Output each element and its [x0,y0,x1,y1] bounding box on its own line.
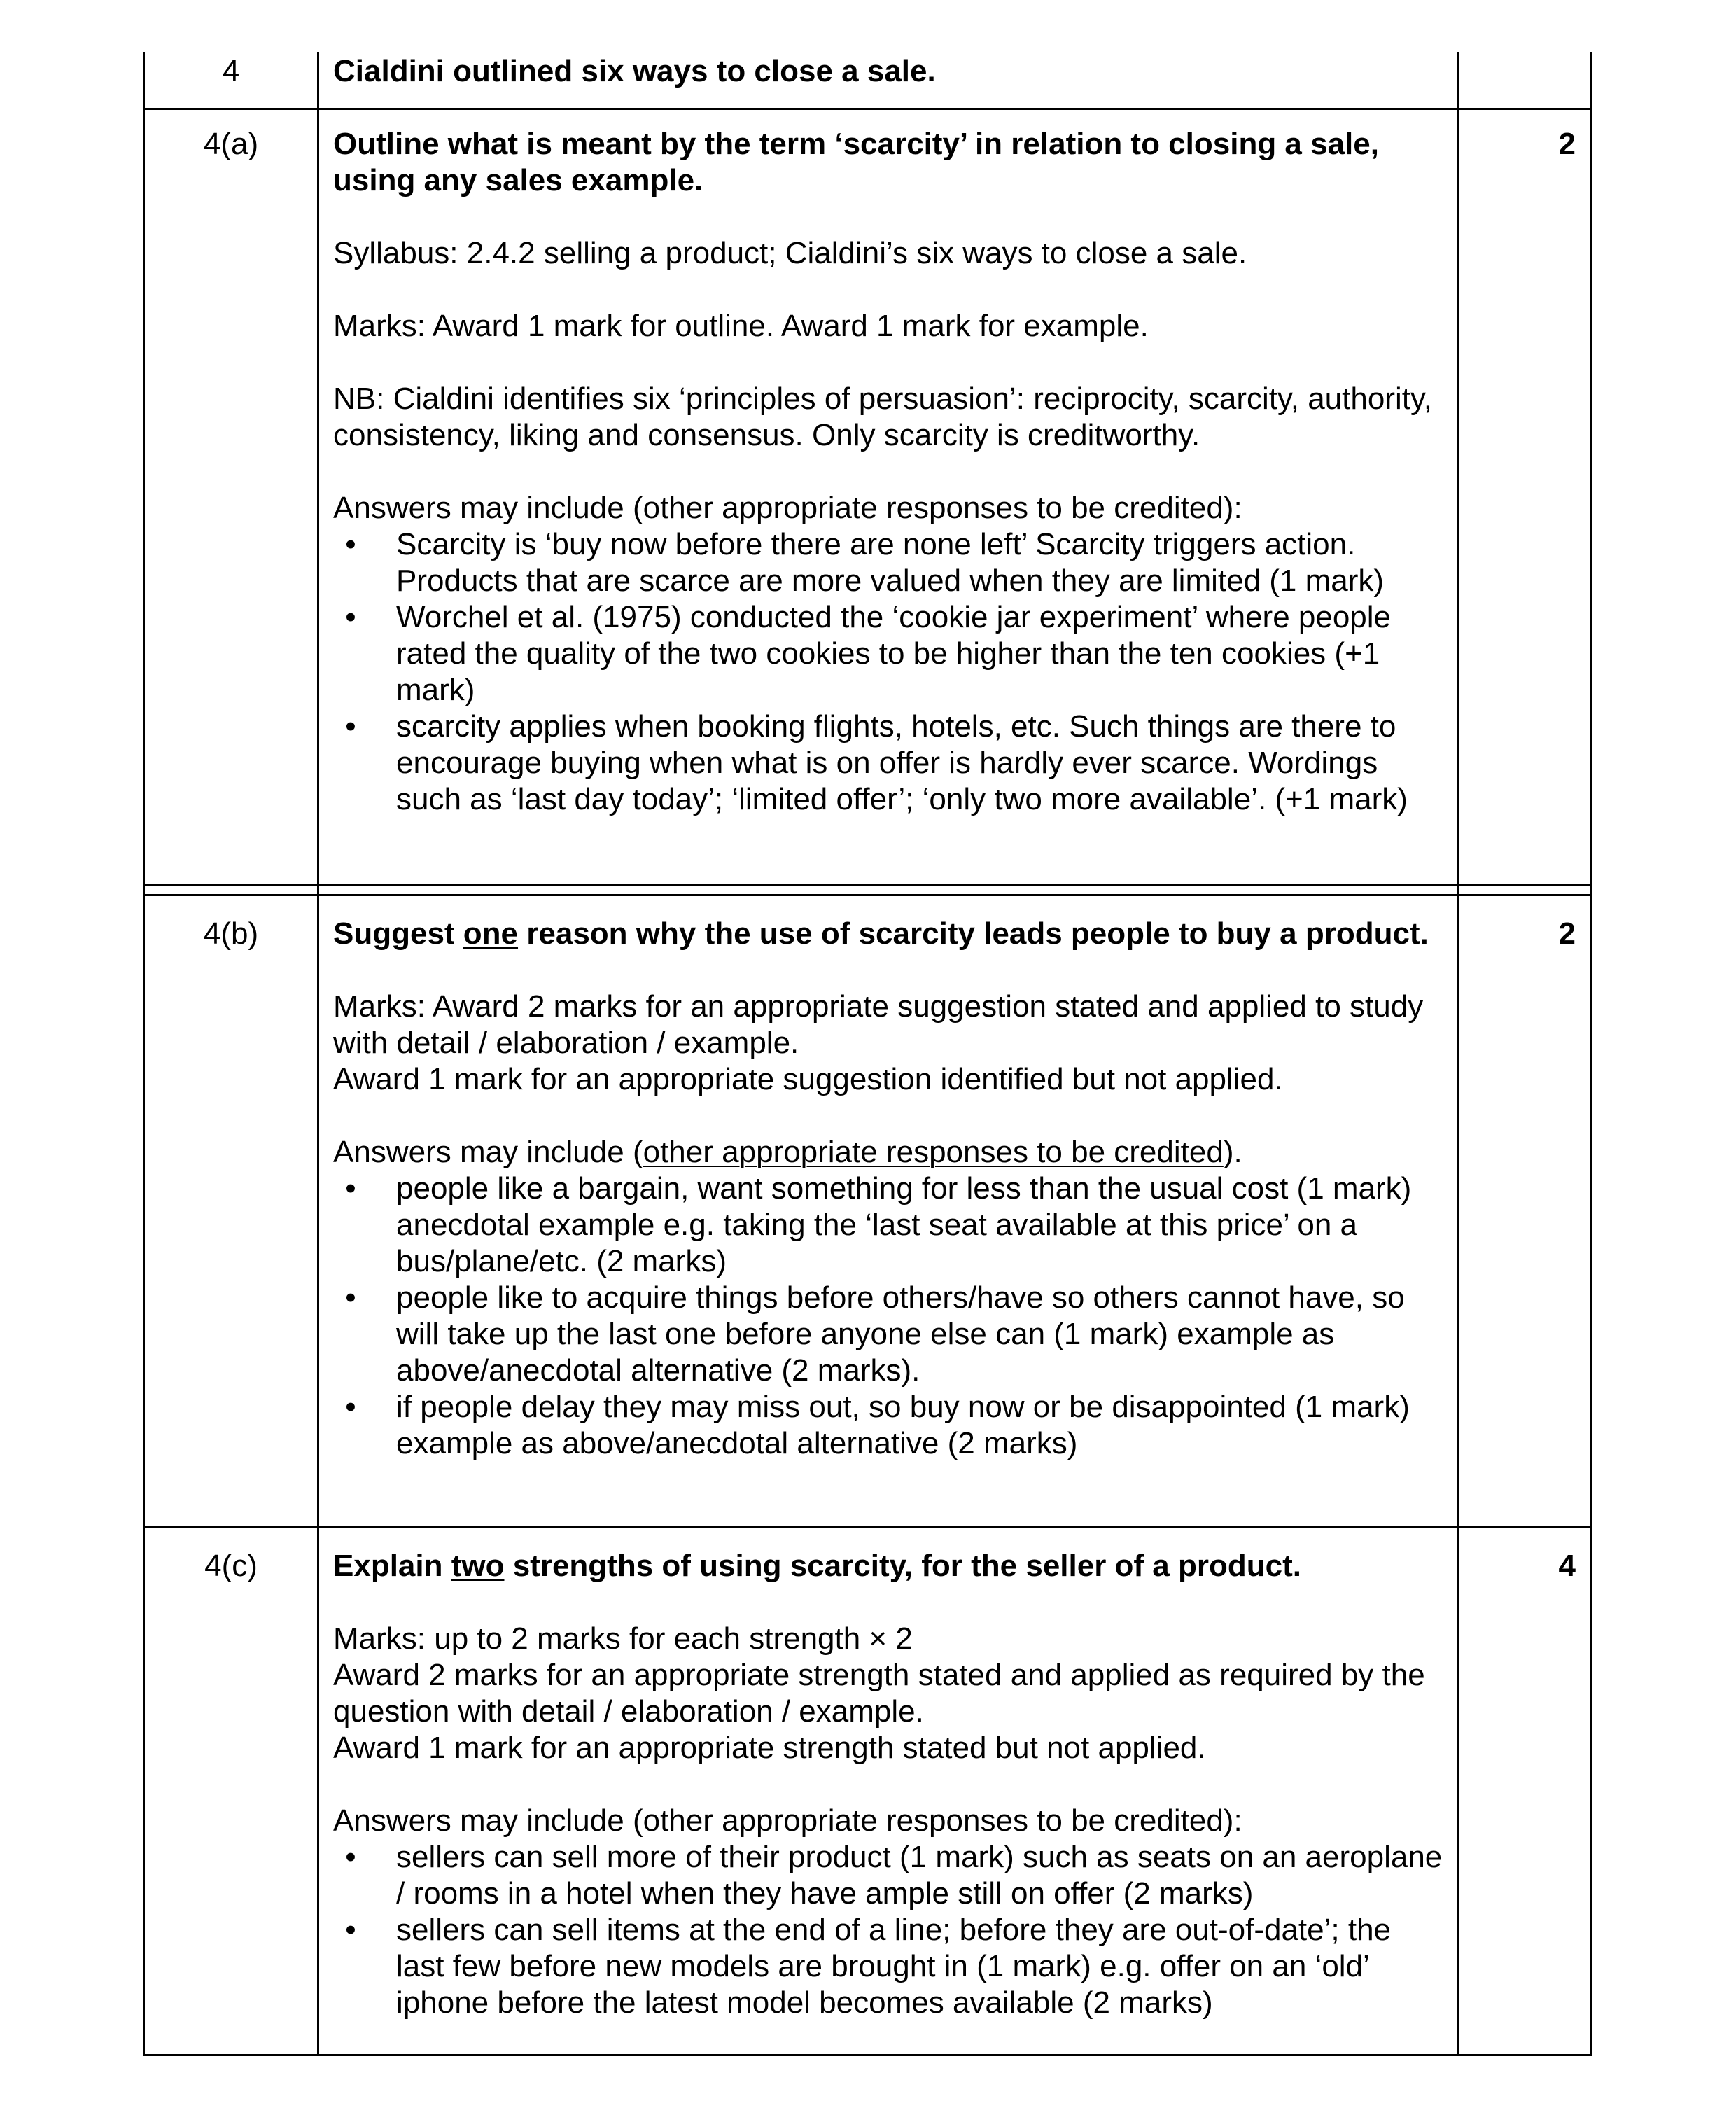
question-4b-content [333,916,1446,1462]
answer-item: • Scarcity is ‘buy now before there are none left’ Scarcity triggers action. Products that are scarce are more valued when they are limited (1 mark) [333,526,1446,599]
row-divider-4b-4c [143,1526,1592,1528]
question-text: Outline what is meant by the term ‘scarcity’ in relation to closing a sale, using any sales example. [333,127,1379,197]
bullet-icon: • [345,1840,356,1874]
question-stem: Cialdini outlined six ways to close a sale. [333,54,936,88]
bullet-icon: • [345,1913,356,1947]
marks-guidance-partial: Award 1 mark for an appropriate suggestion identified but not applied. [333,1062,1283,1096]
marks-guidance: Marks: up to 2 marks for each strength × 2 [333,1621,913,1656]
answers-intro: Answers may include (other appropriate responses to be credited): [333,1803,1242,1838]
question-text: Explain two strengths of using scarcity, for the seller of a product. [333,1549,1301,1583]
marks-available: 2 [1558,916,1576,951]
answers-intro: Answers may include (other appropriate responses to be credited): [333,491,1242,525]
table-left-border [143,52,145,2056]
answer-item: • people like to acquire things before others/have so others cannot have, so will take up the last one before anyone else can (1 mark) example as above/anecdotal alternative (2 marks). [333,1280,1446,1389]
question-4a-content [333,126,1446,818]
syllabus-reference: Syllabus: 2.4.2 selling a product; Cialdini’s six ways to close a sale. [333,236,1247,270]
emphasis-underline: two [451,1549,505,1583]
column-divider-number [317,52,319,2056]
bullet-icon: • [345,600,356,634]
bullet-icon: • [345,1280,356,1315]
examiner-note: NB: Cialdini identifies six ‘principles of persuasion’: reciprocity, scarcity, authority, consistency, liking and consensus. Only scarcity is creditworthy. [333,382,1432,452]
bullet-icon: • [345,709,356,744]
column-divider-marks [1457,52,1459,2056]
marks-guidance: Marks: Award 1 mark for outline. Award 1 mark for example. [333,309,1149,343]
marks-available: 4 [1558,1549,1576,1583]
answer-item: • sellers can sell items at the end of a line; before they are out-of-date’; the last few before new models are brought in (1 mark) e.g. offer on an ‘old’ iphone before the latest model becomes available (2 marks) [333,1912,1446,2021]
question-number: 4(c) [204,1549,258,1583]
bullet-icon: • [345,527,356,561]
answer-list [333,1839,1446,2021]
marks-guidance-full: Award 2 marks for an appropriate strength stated and applied as required by the question with detail / elaboration / example. [333,1658,1425,1729]
bullet-icon: • [345,1390,356,1424]
row-divider-4a-4b-top [143,884,1592,886]
answer-list [333,1171,1446,1462]
answer-item: • scarcity applies when booking flights, hotels, etc. Such things are there to encourage buying when what is on offer is hardly ever scarce. Wordings such as ‘last day today’; ‘limited offer’; ‘only two more available’. (+1 mark) [333,709,1446,818]
answer-item: • sellers can sell more of their product (1 mark) such as seats on an aeroplane / rooms in a hotel when they have ample still on offer (2 marks) [333,1839,1446,1912]
answer-item: • if people delay they may miss out, so buy now or be disappointed (1 mark) example as above/anecdotal alternative (2 marks) [333,1389,1446,1462]
question-number: 4(b) [203,916,259,951]
table-right-border [1590,52,1592,2056]
question-number: 4(a) [203,127,259,161]
answers-intro: Answers may include (other appropriate responses to be credited). [333,1135,1242,1169]
answer-item: • Worchel et al. (1975) conducted the ‘cookie jar experiment’ where people rated the quality of the two cookies to be higher than the ten cookies (+1 mark) [333,599,1446,709]
question-text: Suggest one reason why the use of scarcity leads people to buy a product. [333,916,1429,951]
question-4c-content [333,1548,1446,2021]
question-number: 4 [222,54,240,88]
emphasis-underline: one [463,916,519,951]
bullet-icon: • [345,1171,356,1206]
row-divider-4-4a [143,108,1592,110]
answer-item: • people like a bargain, want something for less than the usual cost (1 mark) anecdotal example e.g. taking the ‘last seat available at this price’ on a bus/plane/etc. (2 marks) [333,1171,1446,1280]
marks-guidance-partial: Award 1 mark for an appropriate strength stated but not applied. [333,1731,1206,1765]
answer-list [333,526,1446,818]
marks-available: 2 [1558,127,1576,161]
marks-guidance: Marks: Award 2 marks for an appropriate suggestion stated and applied to study with detail / elaboration / example. [333,989,1424,1060]
row-divider-4a-4b-bottom [143,894,1592,896]
table-bottom-border [143,2054,1592,2056]
